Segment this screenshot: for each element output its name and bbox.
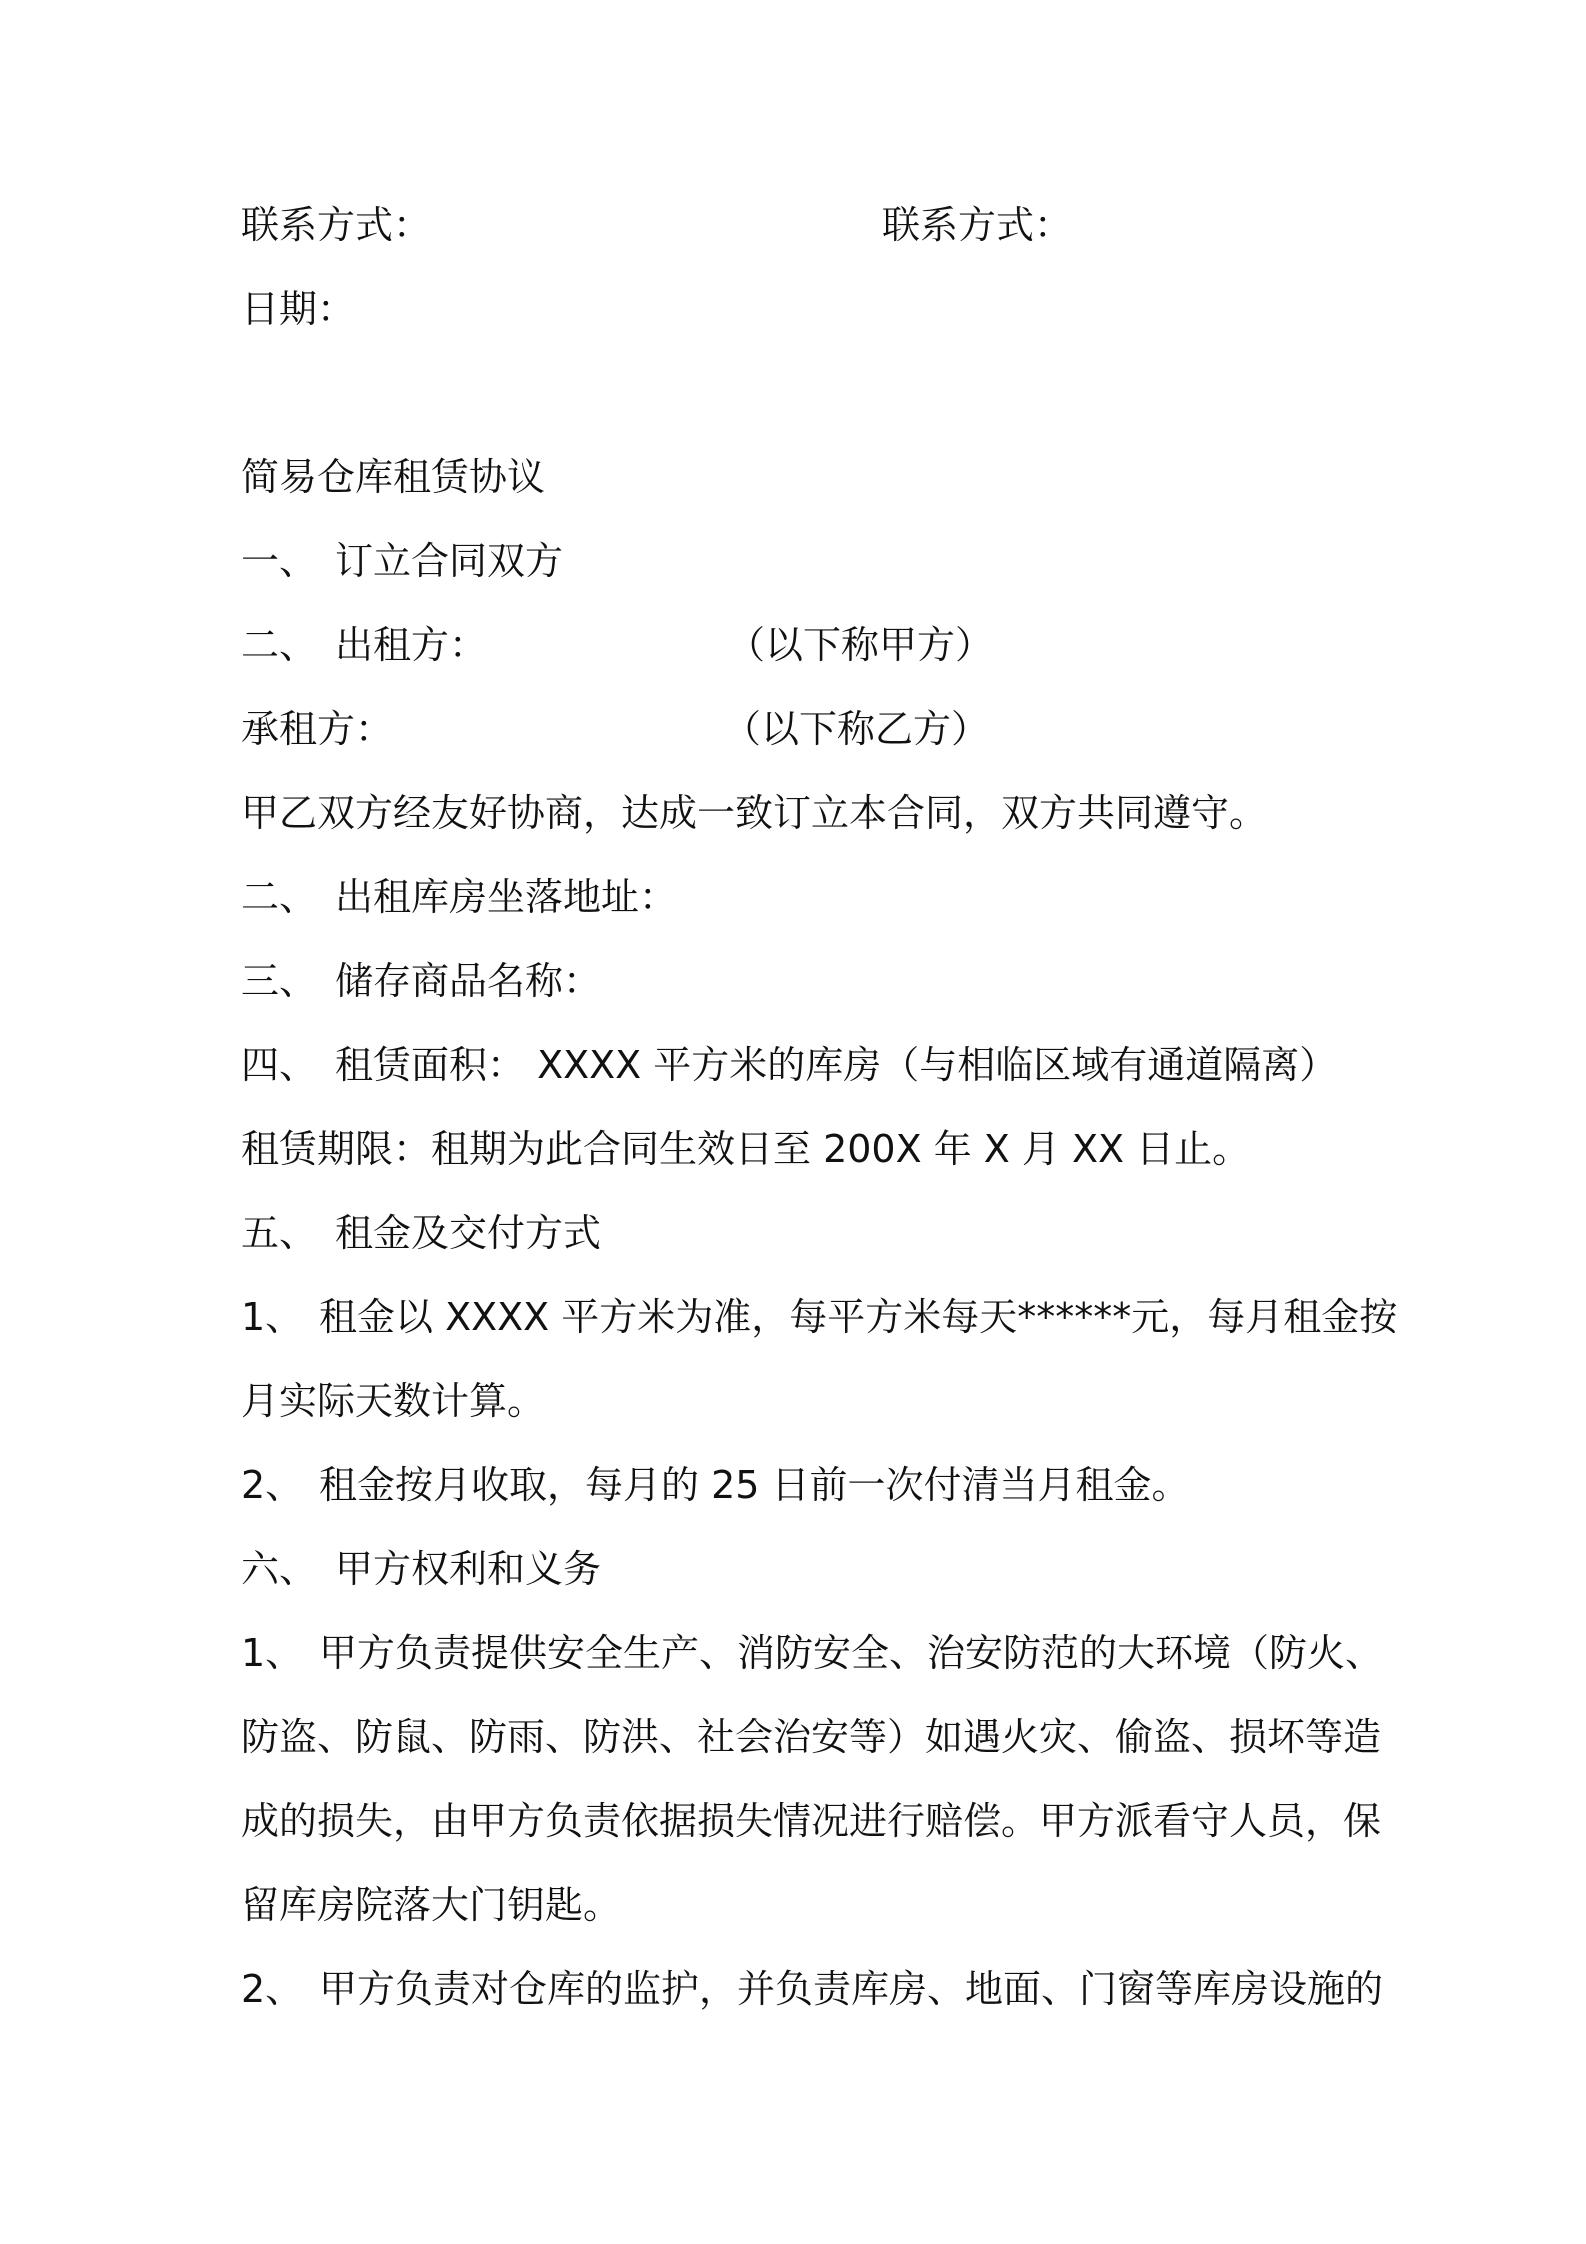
item-number: 1、 (241, 1631, 304, 1675)
contact-row (241, 200, 431, 250)
section-4 (241, 1040, 1337, 1090)
obligation-item-1-cont1 (241, 1712, 1381, 1762)
contact-right-label: 联系方式： (882, 203, 1073, 247)
obligation-item-2 (241, 1964, 1383, 2014)
item-text: 甲方负责提供安全生产、消防安全、治安防范的大环境（防火、 (319, 1631, 1384, 1675)
section-number: 一、 (241, 539, 318, 583)
section-5 (241, 1208, 601, 1258)
section-2-lessor (241, 620, 993, 670)
item-text: 租金以 XXXX 平方米为准，每平方米每天******元，每月租金按 (319, 1295, 1398, 1339)
section-6 (241, 1544, 601, 1594)
date-label: 日期： (241, 287, 356, 331)
item-text: 租金按月收取，每月的 25 日前一次付清当月租金。 (319, 1463, 1190, 1507)
rent-item-2 (241, 1460, 1190, 1510)
lease-term-line (241, 1124, 1250, 1174)
section-2-address (241, 872, 677, 922)
section-number: 五、 (241, 1211, 318, 1255)
lease-term-text: 租赁期限：租期为此合同生效日至 200X 年 X 月 XX 日止。 (241, 1127, 1251, 1171)
obligation-item-1-cont3 (241, 1880, 621, 1930)
contact-right-row (882, 200, 1072, 250)
section-text: 租金及交付方式 (335, 1211, 602, 1255)
section-number: 四、 (241, 1043, 318, 1087)
section-number: 二、 (241, 875, 318, 919)
lessor-note: （以下称甲方） (727, 623, 994, 667)
agreement-text: 甲乙双方经友好协商，达成一致订立本合同，双方共同遵守。 (241, 791, 1268, 835)
lessor-label: 出租方： (335, 623, 488, 667)
section-1 (241, 536, 563, 586)
contact-left-label: 联系方式： (241, 203, 432, 247)
title-text: 简易仓库租赁协议 (241, 455, 546, 499)
section-text: 出租库房坐落地址： (335, 875, 678, 919)
section-text: 订立合同双方 (335, 539, 564, 583)
date-line (241, 284, 355, 334)
item-text: 防盗、防鼠、防雨、防洪、社会治安等）如遇火灾、偷盗、损坏等造 (241, 1715, 1382, 1759)
document-title (241, 452, 545, 502)
agreement-line (241, 788, 1267, 838)
section-number: 六、 (241, 1547, 318, 1591)
section-text: 储存商品名称： (335, 959, 602, 1003)
section-text: 租赁面积： XXXX 平方米的库房（与相临区域有通道隔离） (335, 1043, 1338, 1087)
rent-item-1 (241, 1292, 1397, 1342)
section-number: 三、 (241, 959, 318, 1003)
section-3 (241, 956, 601, 1006)
section-number: 二、 (241, 623, 318, 667)
item-number: 2、 (241, 1967, 304, 2011)
item-number: 2、 (241, 1463, 304, 1507)
section-text: 甲方权利和义务 (335, 1547, 602, 1591)
item-text: 留库房院落大门钥匙。 (241, 1883, 622, 1927)
lessee-label: 承租方： (241, 707, 394, 751)
item-text: 月实际天数计算。 (241, 1379, 546, 1423)
obligation-item-1 (241, 1628, 1383, 1678)
lessee-note: （以下称乙方） (723, 707, 990, 751)
obligation-item-1-cont2 (241, 1796, 1381, 1846)
lessee-line (241, 704, 989, 754)
item-number: 1、 (241, 1295, 304, 1339)
rent-item-1-cont (241, 1376, 545, 1426)
item-text: 甲方负责对仓库的监护，并负责库房、地面、门窗等库房设施的 (319, 1967, 1384, 2011)
item-text: 成的损失，由甲方负责依据损失情况进行赔偿。甲方派看守人员，保 (241, 1799, 1382, 1843)
